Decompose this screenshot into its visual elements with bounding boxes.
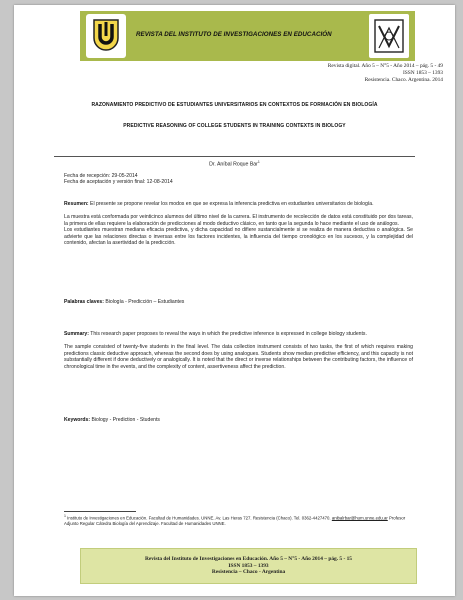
date-received: Fecha de recepción: 29-05-2014 bbox=[64, 173, 138, 179]
footer-line-place: Resistencia – Chaco - Argentina bbox=[211, 569, 286, 576]
journal-footer-band bbox=[80, 548, 417, 584]
summary-paragraph-1 bbox=[64, 331, 413, 337]
footnote-text-b: Profesor Adjunto Regular Cátedra Biología del Aprendizaje. Facultad de Humanidades UNNE. bbox=[64, 515, 406, 527]
keywords bbox=[64, 417, 413, 423]
summary-paragraph-2: The sample consisted of twenty-five students in the final level. The data collection instrument consists of two tasks, the first of which requires making predictions classic deductive approach, whereas the second does by using analogues. Students show median predictive efficiency, and this capacity is not substantially different if done deductively or analogically. It is noted that the direct or inverse relationships between the contributing factors, the influence of chronological time in the events, and the complexity of content, assertiveness affect the prediction. bbox=[64, 344, 413, 370]
university-logo-icon bbox=[86, 14, 126, 58]
footer-line-issn: ISSN 1853 – 1393 bbox=[228, 562, 269, 569]
date-accepted: Fecha de aceptación y versión final: 12-08-2014 bbox=[64, 179, 173, 186]
palabras-text: Biología - Predicción – Estudiantes bbox=[103, 299, 185, 305]
resumen-label: Resumen: bbox=[64, 201, 89, 207]
article-author bbox=[54, 160, 415, 168]
author-footnote-mark: 1 bbox=[257, 160, 260, 164]
footer-line-journal: Revista del Instituto de Investigaciones en Educación. Año 5 – N°5 - Año 2014 – pág. 5 - 15 bbox=[144, 556, 352, 563]
journal-header-title: REVISTA DEL INSTITUTO DE INVESTIGACIONES EN EDUCACIÓN bbox=[136, 31, 332, 38]
summary-text-1: This research paper proposes to reveal the ways in which the predictive inference is expressed in college biology students. bbox=[88, 331, 367, 337]
resumen-text-1: El presente se propone revelar los modos en que se expresa la inferencia predictiva en estudiantes universitarios de biología. bbox=[88, 201, 374, 207]
footnote-text-a: Instituto de Investigaciones en Educación. Facultad de Humanidades. UNNE. Av. Las Heras 727. Resistencia (Chaco). Tel. 0362-4427470. bbox=[65, 515, 332, 521]
resumen-section bbox=[64, 201, 413, 246]
author-name: Dr. Aníbal Roque Bar bbox=[209, 161, 258, 168]
article-title-es: RAZONAMIENTO PREDICTIVO DE ESTUDIANTES UNIVERSITARIOS EN CONTEXTOS DE FORMACIÓN EN BIOLOGÍA bbox=[91, 102, 378, 108]
article-title-en: PREDICTIVE REASONING OF COLLEGE STUDENTS IN TRAINING CONTEXTS IN BIOLOGY bbox=[123, 123, 346, 129]
summary-section bbox=[64, 331, 413, 370]
footnote-email-link[interactable]: anibalrbar@hum.unne.edu.ar bbox=[331, 515, 388, 521]
journal-page bbox=[14, 5, 455, 596]
keywords-text: Biology - Prediction - Students bbox=[90, 417, 160, 423]
palabras-label: Palabras claves: bbox=[64, 299, 104, 305]
resumen-paragraph-1 bbox=[64, 201, 413, 207]
journal-header-band bbox=[80, 11, 415, 61]
institute-emblem-icon bbox=[369, 14, 409, 58]
meta-line-place: Resistencia. Chaco. Argentina. 2014 bbox=[364, 77, 443, 83]
summary-label: Summary: bbox=[64, 331, 89, 337]
footnote-number: 1 bbox=[64, 514, 66, 518]
meta-line-volume: Revista digital. Año 5 – N°5 - Año 2014 – pág. 5 - 49 bbox=[327, 63, 443, 69]
meta-line-issn: ISSN 1853 – 1393 bbox=[403, 70, 443, 76]
keywords-label: Keywords: bbox=[64, 417, 91, 423]
palabras-claves bbox=[64, 299, 413, 305]
author-divider bbox=[54, 156, 415, 157]
article-dates bbox=[64, 173, 413, 186]
footnote-divider bbox=[64, 511, 136, 512]
resumen-paragraph-3: Los estudiantes muestran mediana eficacia predictiva, y dicha capacidad no difiere sustancialmente si se realiza de manera deductiva o analógica. Se advierte que las relaciones directas o inversas entre los factores incidentes, la influencia del tiempo cronológico en los sucesos, y la complejidad del contenido, afectan la asertividad de la predicción. bbox=[64, 227, 413, 247]
journal-meta bbox=[328, 63, 443, 84]
resumen-paragraph-2: La muestra está conformada por veinticinco alumnos del último nivel de la carrera. El instrumento de recolección de datos está constituido por dos tareas, la primera de ellas requiere la elaboración de predicciones al modo deductivo clásico, en tanto que la segunda lo hace mediante el uso de análogos. bbox=[64, 214, 413, 227]
footnote bbox=[64, 514, 413, 527]
